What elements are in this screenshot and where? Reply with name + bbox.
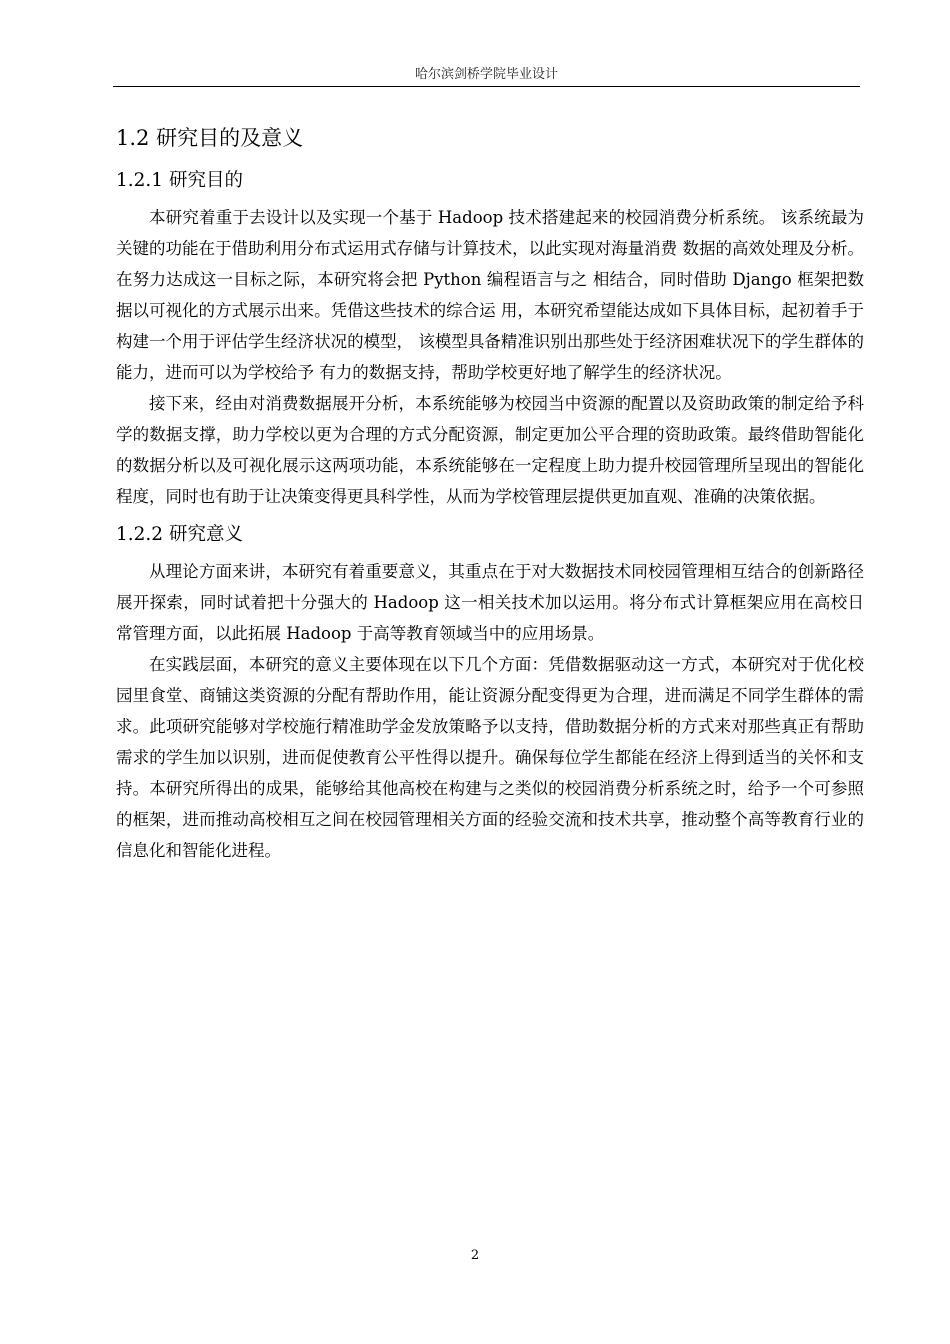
page-number: 2 [470, 1248, 480, 1263]
header-divider [113, 86, 860, 87]
paragraph: 从理论方面来讲，本研究有着重要意义，其重点在于对大数据技术同校园管理相互结合的创新路径展开探索，同时试着把十分强大的 Hadoop 这一相关技术加以运用。将分布式计算框架应用在高校日常管理方面，以此拓展 Hadoop 于高等教育领域当中的应用场景。 [116, 562, 864, 643]
subsection-heading-research-purpose: 1.2.1 研究目的 [116, 170, 243, 191]
page-header: 哈尔滨剑桥学院毕业设计 [414, 67, 558, 82]
section-heading: 1.2 研究目的及意义 [116, 126, 304, 150]
paragraph: 接下来，经由对消费数据展开分析，本系统能够为校园当中资源的配置以及资助政策的制定给予科学的数据支撑，助力学校以更为合理的方式分配资源，制定更加公平合理的资助政策。最终借助智能化的数据分析以及可视化展示这两项功能，本系统能够在一定程度上助力提升校园管理所呈现出的智能化程度，同时也有助于让决策变得更具科学性，从而为学校管理层提供更加直观、准确的决策依据。 [116, 394, 864, 506]
paragraph: 在实践层面，本研究的意义主要体现在以下几个方面：凭借数据驱动这一方式，本研究对于优化校园里食堂、商铺这类资源的分配有帮助作用，能让资源分配变得更为合理，进而满足不同学生群体的需求。此项研究能够对学校施行精准助学金发放策略予以支持，借助数据分析的方式来对那些真正有帮助需求的学生加以识别，进而促使教育公平性得以提升。确保每位学生都能在经济上得到适当的关怀和支持。本研究所得出的成果，能够给其他高校在构建与之类似的校园消费分析系统之时，给予一个可参照的框架，进而推动高校相互之间在校园管理相关方面的经验交流和技术共享，推动整个高等教育行业的信息化和智能化进程。 [116, 655, 864, 860]
paragraph: 本研究着重于去设计以及实现一个基于 Hadoop 技术搭建起来的校园消费分析系统。 该系统最为关键的功能在于借助利用分布式运用式存储与计算技术，以此实现对海量消费 数据的高效处理及分析。在努力达成这一目标之际，本研究将会把 Python 编程语言与之 相结合，同时借助 Django 框架把数据以可视化的方式展示出来。凭借这些技术的综合运 用，本研究希望能达成如下具体目标，起初着手于构建一个用于评估学生经济状况的模型， 该模型具备精准识别出那些处于经济困难状况下的学生群体的能力，进而可以为学校给予 有力的数据支持，帮助学校更好地了解学生的经济状况。 [116, 208, 864, 382]
subsection-heading-research-significance: 1.2.2 研究意义 [116, 524, 243, 545]
document-body [116, 120, 864, 866]
